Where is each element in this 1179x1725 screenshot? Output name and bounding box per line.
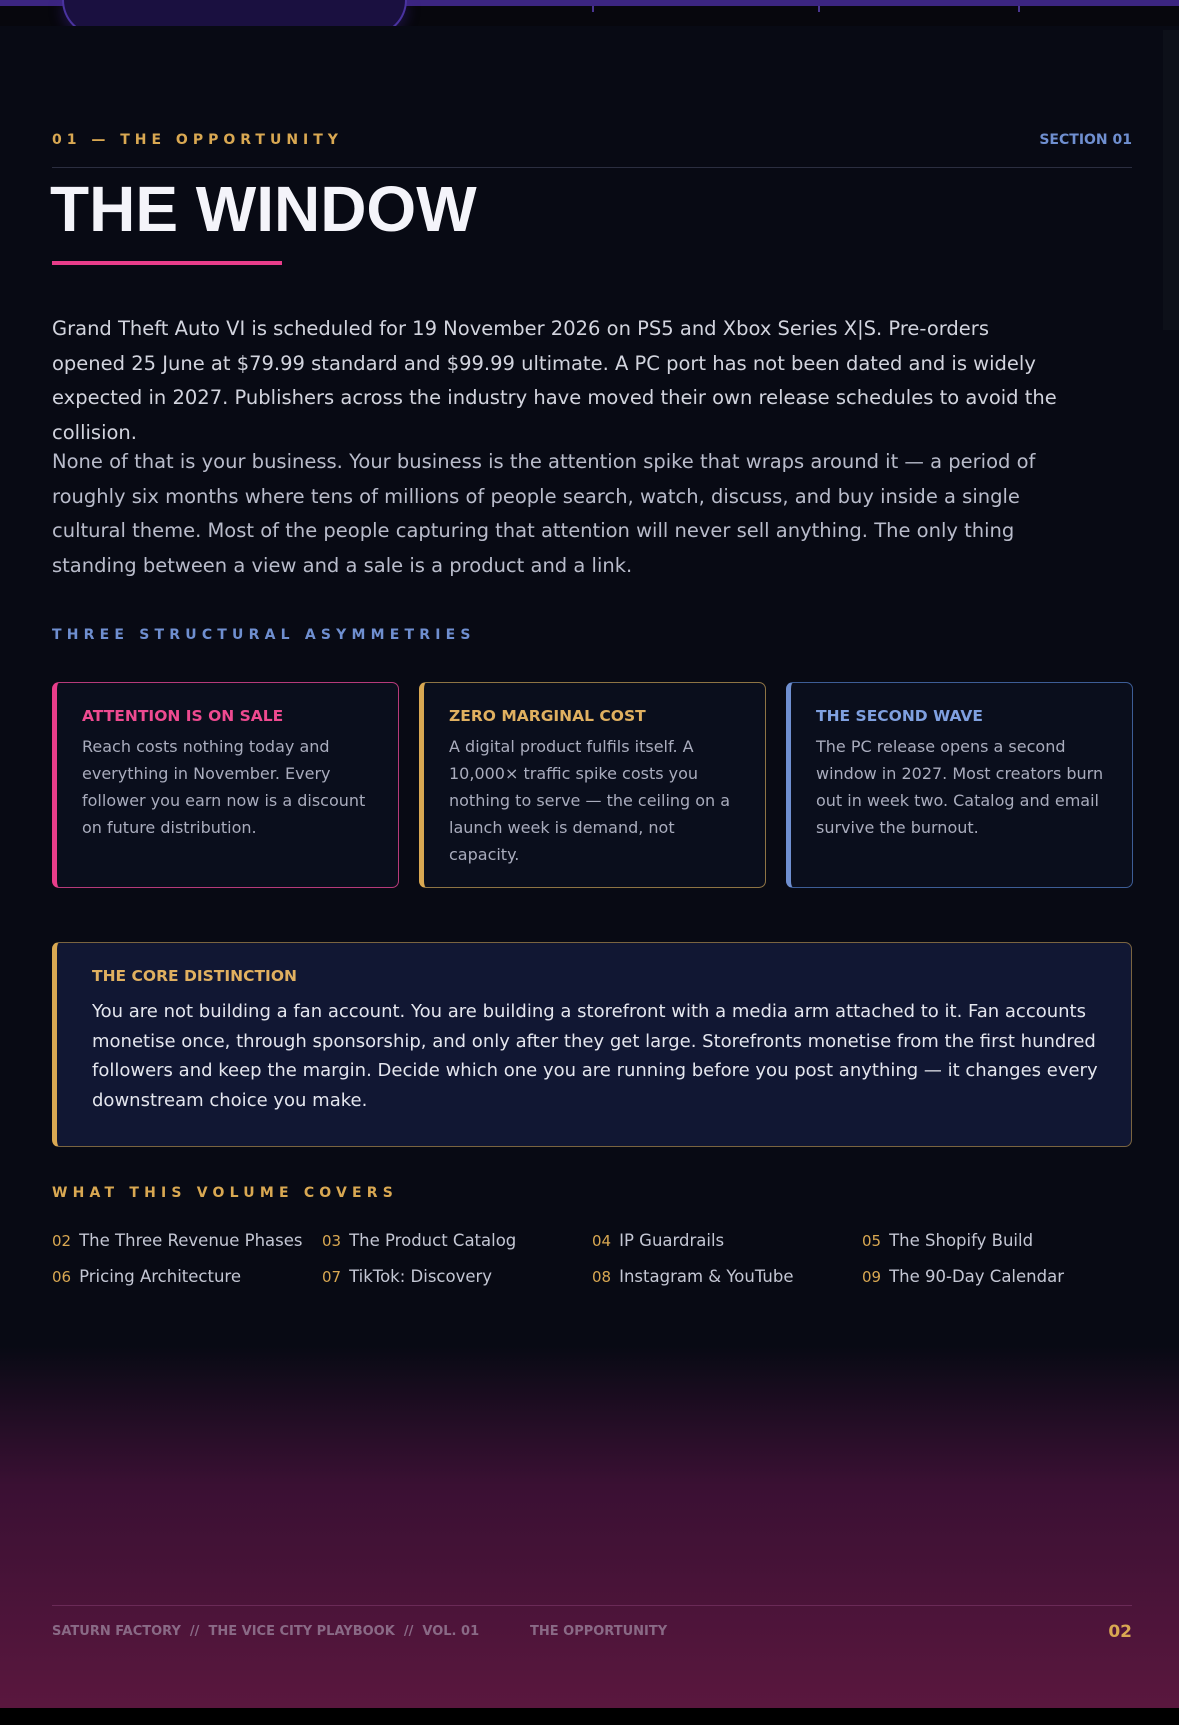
asymmetry-card-second-wave [786, 682, 1133, 888]
asymmetry-card-marginal-cost [419, 682, 766, 888]
contents-item-number: 07 [322, 1268, 342, 1286]
contents-item-label: The Three Revenue Phases [79, 1231, 303, 1250]
contents-item-label: TikTok: Discovery [349, 1267, 493, 1286]
contents-item[interactable] [322, 1267, 492, 1286]
title-underline [52, 261, 282, 265]
contents-heading: WHAT THIS VOLUME COVERS [52, 1185, 399, 1201]
footer-rule [52, 1605, 1132, 1606]
card-body: The PC release opens a second window in 2027. Most creators burn out in week two. Catalog and email survive the burnout. [816, 737, 1104, 837]
contents-item-label: The Shopify Build [889, 1231, 1034, 1250]
core-distinction-callout [52, 942, 1132, 1147]
contents-item-number: 03 [322, 1232, 342, 1250]
page-number: 02 [1108, 1622, 1132, 1642]
contents-item[interactable] [592, 1267, 794, 1286]
contents-item[interactable] [52, 1231, 303, 1250]
contents-item[interactable] [862, 1231, 1033, 1250]
intro-paragraph-2: None of that is your business. Your business is the attention spike that wraps around it — a period of roughly six months where tens of millions of people search, watch, discuss, and buy inside a single cultural theme. Most of the people capturing that attention will never sell anything. The only thing standing between a view and a sale is a product and a link. [52, 450, 1036, 577]
contents-item-label: IP Guardrails [619, 1231, 725, 1250]
card-title: ZERO MARGINAL COST [449, 707, 646, 725]
contents-item-number: 05 [862, 1232, 882, 1250]
top-bar-tick [1018, 6, 1020, 12]
top-bar-tick [818, 6, 820, 12]
footer-publication: SATURN FACTORY // THE VICE CITY PLAYBOOK // VOL. 01 [52, 1624, 480, 1639]
contents-item[interactable] [52, 1267, 241, 1286]
contents-item-label: Pricing Architecture [79, 1267, 241, 1286]
contents-item[interactable] [862, 1267, 1064, 1286]
contents-item-number: 04 [592, 1232, 612, 1250]
contents-item-label: The 90-Day Calendar [889, 1267, 1064, 1286]
card-title: THE SECOND WAVE [816, 707, 983, 725]
top-bar-tick [592, 6, 594, 12]
header-rule [52, 167, 1132, 168]
asymmetry-card-attention [52, 682, 399, 888]
contents-item[interactable] [592, 1231, 724, 1250]
contents-item-label: The Product Catalog [349, 1231, 517, 1250]
section-tag: SECTION 01 [1039, 132, 1132, 148]
contents-item-number: 09 [862, 1268, 882, 1286]
contents-item-label: Instagram & YouTube [619, 1267, 794, 1286]
card-body: A digital product fulfils itself. A 10,000× traffic spike costs you nothing to serve — the ceiling on a launch week is demand, not capacity. [449, 737, 731, 864]
callout-body: You are not building a fan account. You are building a storefront with a media arm attached to it. Fan accounts monetise once, through sponsorship, and only after they get large. Storefronts monetise from the first hundred followers and keep the margin. Decide which one you are running before you post anything — it changes every downstream choice you make. [92, 1001, 1098, 1111]
page-edge [1163, 30, 1179, 330]
footer-section: THE OPPORTUNITY [530, 1624, 668, 1639]
contents-item[interactable] [322, 1231, 516, 1250]
bottom-strip [0, 1708, 1179, 1725]
contents-item-number: 08 [592, 1268, 612, 1286]
page-title: THE WINDOW [50, 173, 477, 245]
card-title: ATTENTION IS ON SALE [82, 707, 284, 725]
intro-paragraph-1: Grand Theft Auto VI is scheduled for 19 November 2026 on PS5 and Xbox Series X|S. Pre-orders opened 25 June at $79.99 standard and $99.99 ultimate. A PC port has not been dated and is widely expected in 2027. Publishers across the industry have moved their own release schedules to avoid the collision. [52, 317, 1057, 444]
callout-title: THE CORE DISTINCTION [92, 967, 297, 985]
card-body: Reach costs nothing today and everything in November. Every follower you earn now is a discount on future distribution. [82, 737, 366, 837]
asymmetries-heading: THREE STRUCTURAL ASYMMETRIES [52, 627, 476, 643]
contents-item-number: 02 [52, 1232, 72, 1250]
contents-item-number: 06 [52, 1268, 72, 1286]
section-eyebrow: 01 — THE OPPORTUNITY [52, 132, 343, 148]
